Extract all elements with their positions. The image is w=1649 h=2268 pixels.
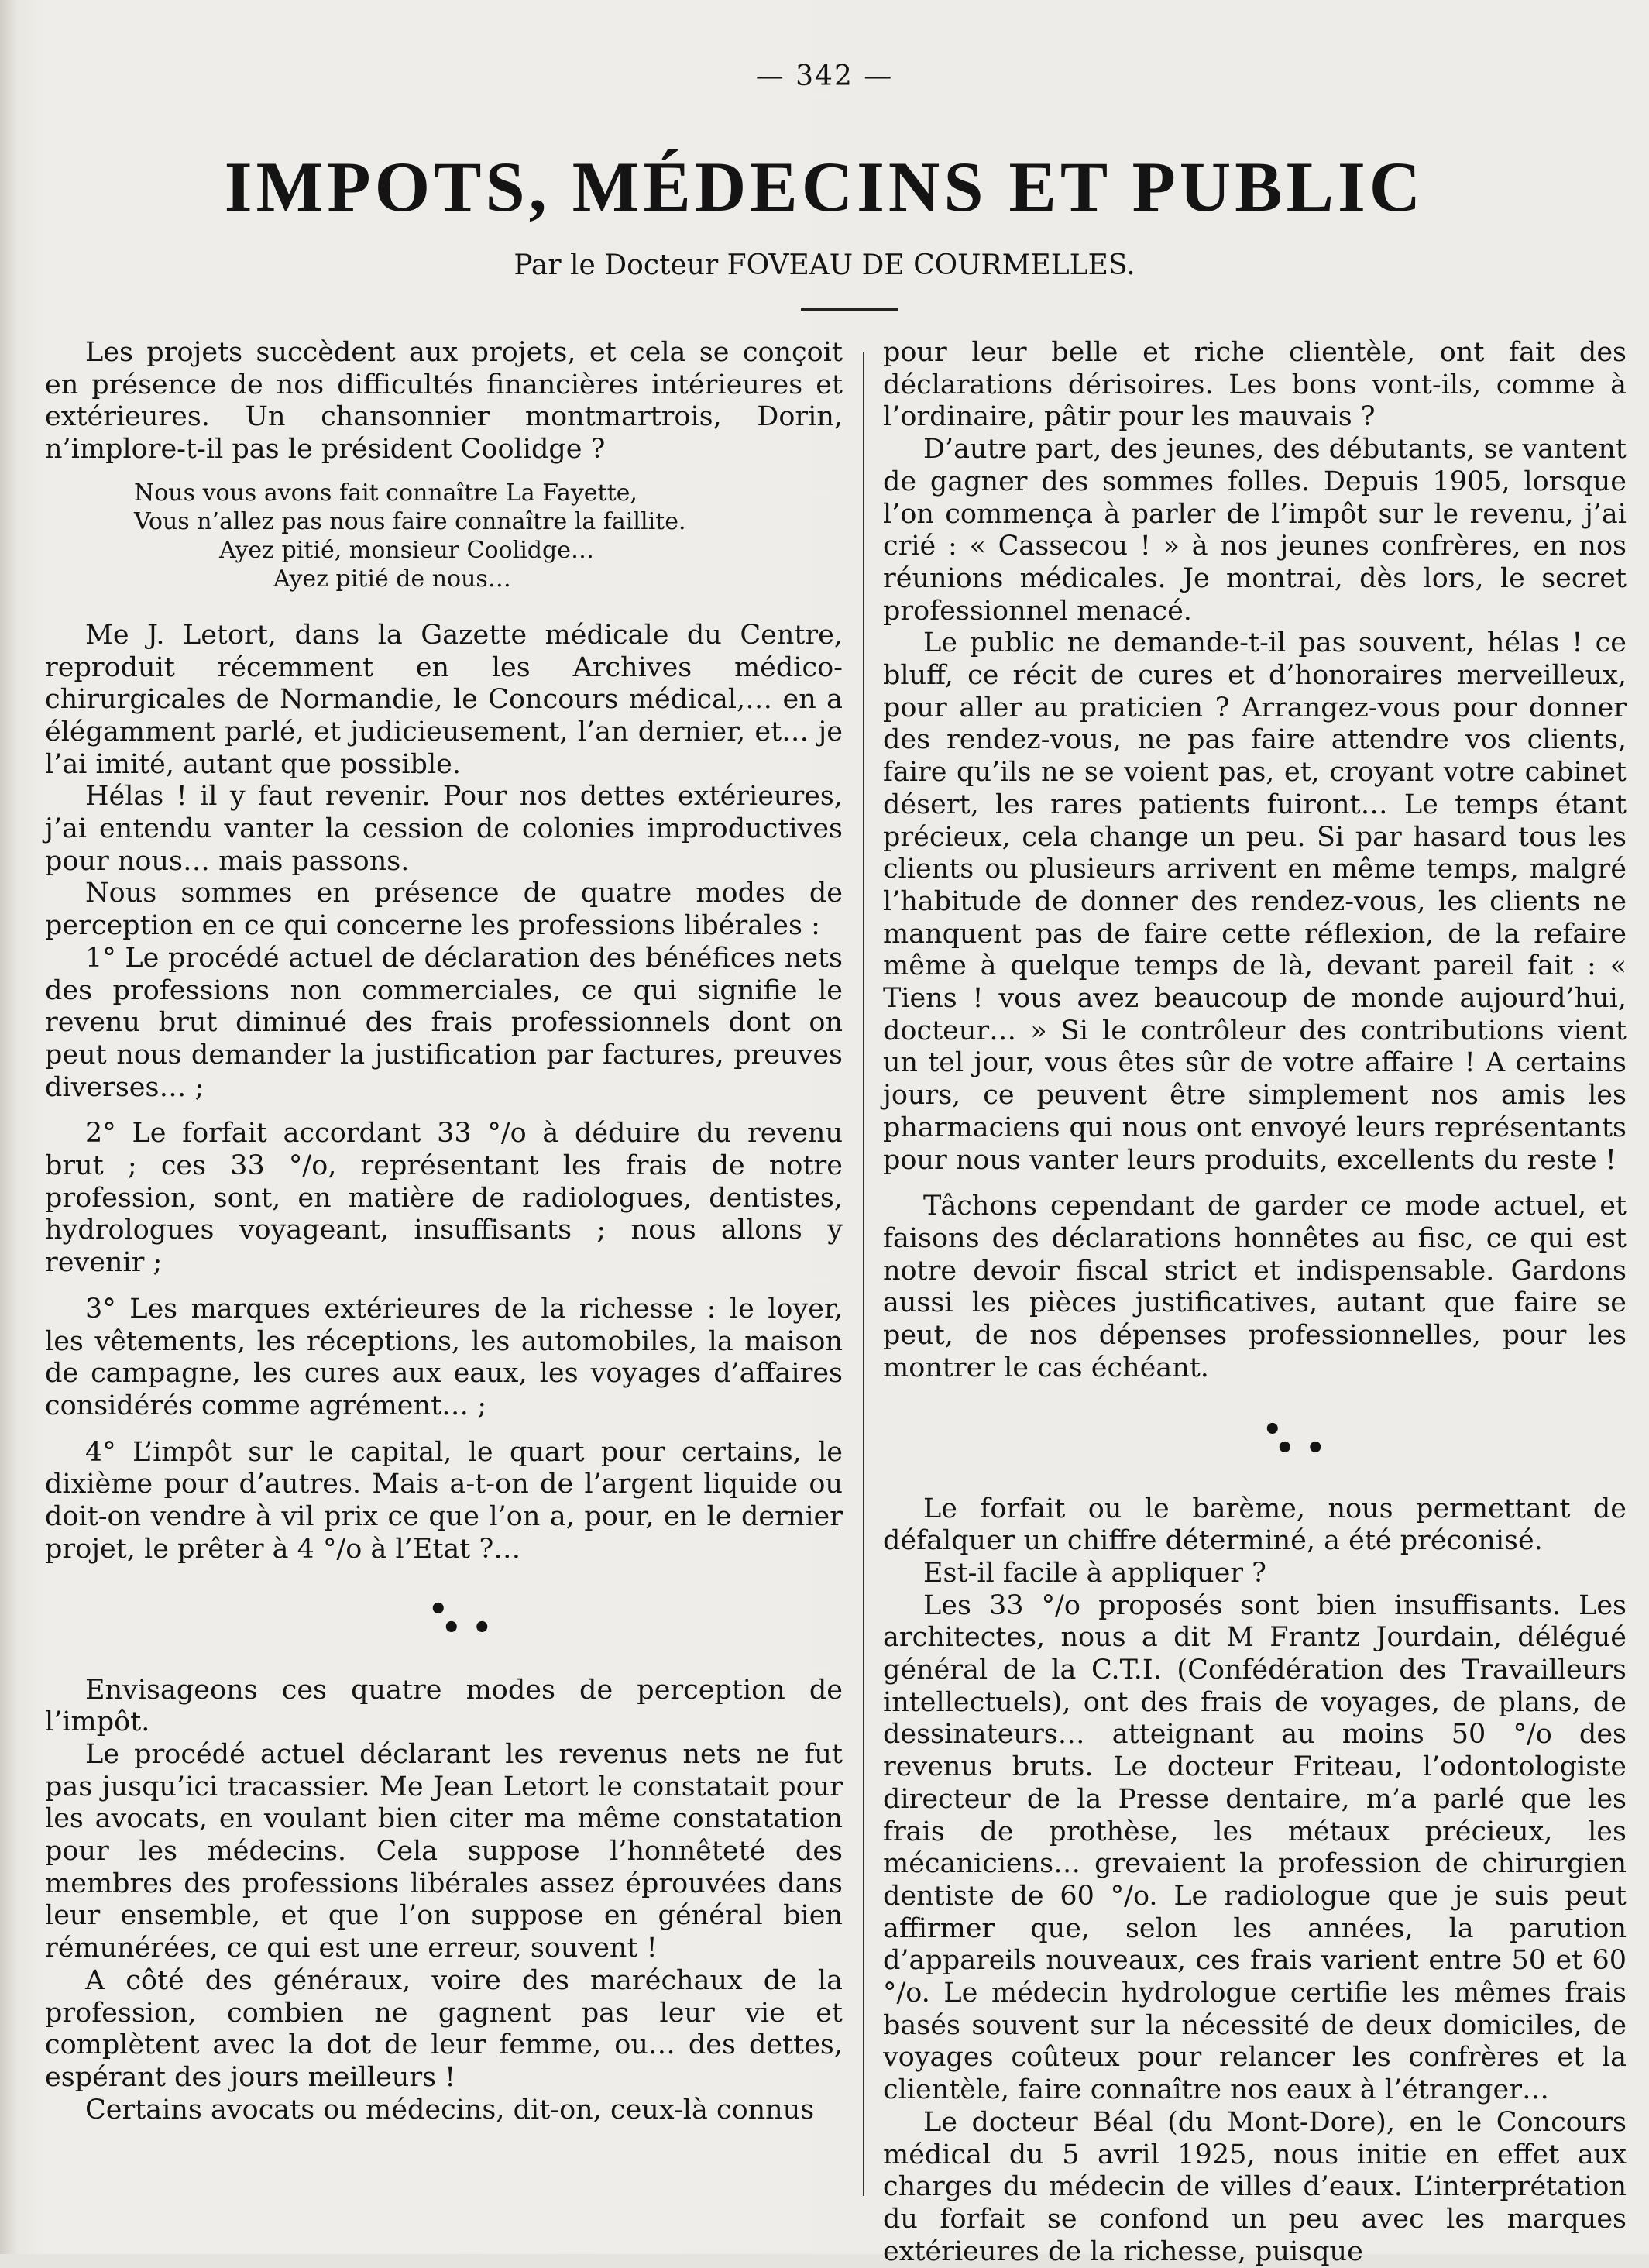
poem-line: Vous n’allez pas nous faire connaître la faillite.: [134, 507, 686, 535]
asterism-dots: • •: [1275, 1429, 1326, 1466]
poem-line: Ayez pitié de nous…: [273, 565, 511, 593]
title-rule: [801, 308, 898, 311]
poem-line: Nous vous avons fait connaître La Fayette,: [134, 479, 637, 507]
paragraph: Est-il facile à appliquer ?: [923, 1557, 1266, 1589]
list-item: 4° L’impôt sur le capital, le quart pour certains, le dixième pour d’autres. Mais a-t-on de l’argent liquide ou doit-on vendre à vil prix ce que l’on a, pour, en le dernier projet, le prêter à 4 °/o à l’Etat ?…: [45, 1436, 843, 1565]
asterism-dot: •: [1263, 1411, 1283, 1448]
left-column: [45, 337, 843, 2126]
section-asterism: [883, 1385, 1627, 1493]
asterism-dot: •: [428, 1590, 448, 1627]
list-item: 3° Les marques extérieures de la richesse : le loyer, les vêtements, les réceptions, les automobiles, la maison de campagne, les cures aux eaux, les voyages d’affaires considérés comme agrément… ;: [45, 1293, 843, 1421]
paragraph: pour leur belle et riche clientèle, ont fait des déclarations dérisoires. Les bons vont-ils, comme à l’ordinaire, pâtir pour les mauvais ?: [883, 337, 1627, 433]
paragraph: Tâchons cependant de garder ce mode actuel, et faisons des déclarations honnêtes au fisc, ce qui est notre devoir fiscal strict et indispensable. Gardons aussi les pièces justificatives, autant que faire se peut, de nos dépenses professionnelles, pour les montrer le cas échéant.: [883, 1191, 1627, 1383]
paragraph: Les projets succèdent aux projets, et cela se conçoit en présence de nos difficultés financières intérieures et extérieures. Un chansonnier montmartrois, Dorin, n’implore-t-il pas le président Coolidge ?: [45, 337, 843, 466]
paragraph: Me J. Letort, dans la Gazette médicale du Centre, reproduit récemment en les Archives médico-chirurgicales de Normandie, le Concours médical,… en a élégamment parlé, et judicieusement, l’an dernier, et… je l’ai imité, autant que possible.: [45, 619, 843, 780]
article-byline: Par le Docteur FOVEAU DE COURMELLES.: [514, 249, 1135, 281]
paragraph: A côté des généraux, voire des maréchaux de la profession, combien ne gagnent pas leur vie et complètent avec la dot de leur femme, ou… des dettes, espérant des jours meilleurs !: [45, 1964, 843, 2093]
section-asterism: [45, 1566, 843, 1675]
paragraph: Le forfait ou le barème, nous permettant de défalquer un chiffre déterminé, a été préconisé.: [883, 1493, 1627, 1557]
paragraph: Le public ne demande-t-il pas souvent, hélas ! ce bluff, ce récit de cures et d’honoraires merveilleux, pour aller au praticien ? Arrangez-vous pour donner des rendez-vous, ne pas faire attendre vos clients, faire qu’ils ne se voient pas, et, croyant votre cabinet désert, les rares patients fuiront… Le temps étant précieux, cela change un peu. Si par hasard tous les clients ou plusieurs arrivent en même temps, malgré l’habitude de donner des rendez-vous, les clients ne manquent pas de faire cette réflexion, de la refaire même à quelque temps de là, devant pareil fait : « Tiens ! vous avez beaucoup de monde aujourd’hui, docteur… » Si le contrôleur des contributions vient un tel jour, vous êtes sûr de votre affaire ! A certains jours, ce peuvent être simplement nos amis les pharmaciens qui nous ont envoyé leurs représentants pour nous vanter leurs produits, excellents du reste !: [883, 627, 1627, 1176]
paragraph: Le procédé actuel déclarant les revenus nets ne fut pas jusqu’ici tracassier. Me Jean Letort le constatait pour les avocats, en voulant bien citer ma même constatation pour les médecins. Cela suppose l’honnêteté des membres des professions libérales assez éprouvées dans leur ensemble, et que l’on suppose en général bien rémunérées, ce qui est une erreur, souvent !: [45, 1738, 843, 1964]
asterism-dots: • •: [441, 1609, 493, 1646]
list-item: 1° Le procédé actuel de déclaration des bénéfices nets des professions non commerciales, ce qui signifie le revenu brut diminué des frais professionnels dont on peut nous demander la justification par factures, preuves diverses… ;: [45, 942, 843, 1103]
paragraph: Certains avocats ou médecins, dit-on, ceux-là connus: [85, 2094, 815, 2125]
right-column: [883, 337, 1627, 2268]
list-item: 2° Le forfait accordant 33 °/o à déduire du revenu brut ; ces 33 °/o, représentant les frais de notre profession, sont, en matière de radiologues, dentistes, hydrologues voyageant, insuffisants ; nous allons y revenir ;: [45, 1118, 843, 1279]
article-title: IMPOTS, MÉDECINS ET PUBLIC: [224, 147, 1425, 226]
paragraph: Le docteur Béal (du Mont-Dore), en le Concours médical du 5 avril 1925, nous initie en effet aux charges du médecin de villes d’eaux. L’interprétation du forfait se confond un peu avec les marques extérieures de la richesse, puisque: [883, 2106, 1627, 2267]
page-number: — 342 —: [755, 60, 894, 92]
poem-line: Ayez pitié, monsieur Coolidge…: [219, 536, 594, 564]
column-divider: [863, 352, 864, 2196]
paragraph: Envisageons ces quatre modes de perception de l’impôt.: [45, 1674, 843, 1738]
paragraph: D’autre part, des jeunes, des débutants, se vantent de gagner des sommes folles. Depuis 1905, lorsque l’on commença à parler de l’impôt sur le revenu, j’ai crié : « Cassecou ! » à nos jeunes confrères, en nos réunions médicales. Je montrai, dès lors, le secret professionnel menacé.: [883, 434, 1627, 627]
paragraph: Hélas ! il y faut revenir. Pour nos dettes extérieures, j’ai entendu vanter la cession de colonies improductives pour nous… mais passons.: [45, 781, 843, 877]
poem-quote: [45, 479, 843, 593]
paragraph: Nous sommes en présence de quatre modes de perception en ce qui concerne les professions libérales :: [45, 878, 843, 942]
paragraph: Les 33 °/o proposés sont bien insuffisants. Les architectes, nous a dit M Frantz Jourdain, délégué général de la C.T.I. (Confédération des Travailleurs intellectuels), ont des frais de voyages, de plans, de dessinateurs… atteignant au moins 50 °/o des revenus bruts. Le docteur Friteau, l’odontologiste directeur de la Presse dentaire, m’a parlé que les frais de prothèse, les métaux précieux, les mécaniciens… grevaient la profession de chirurgien dentiste de 60 °/o. Le radiologue que je suis peut affirmer que, selon les années, la parution d’appareils nouveaux, ces frais varient entre 50 et 60 °/o. Le médecin hydrologue certifie les mêmes frais basés souvent sur la nécessité de deux domiciles, de voyages coûteux pour relancer les confrères et la clientèle, faire connaître nos eaux à l’étranger…: [883, 1589, 1627, 2106]
